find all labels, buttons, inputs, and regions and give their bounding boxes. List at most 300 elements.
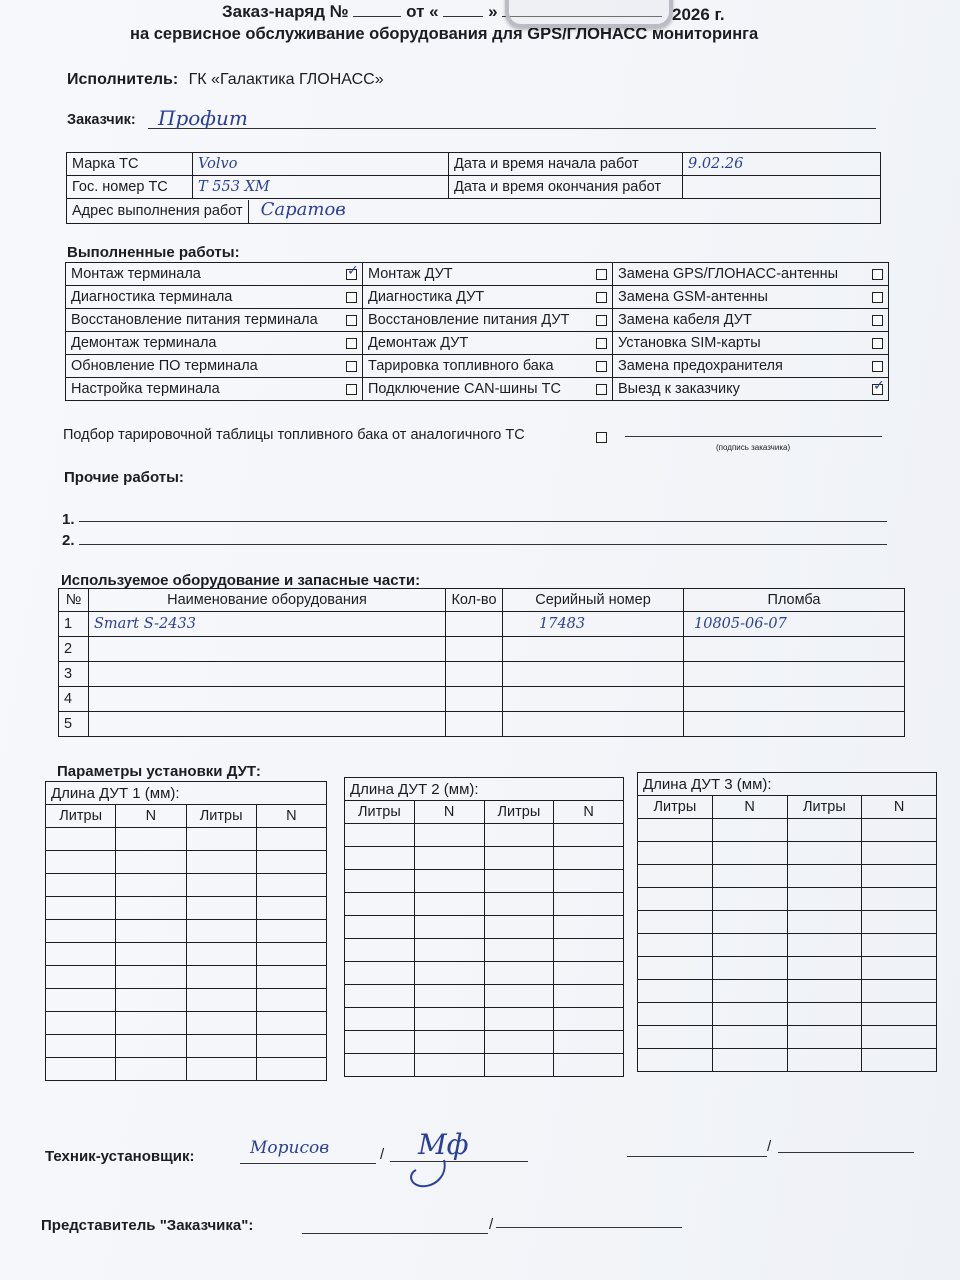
equipment-cell[interactable]: Smart S-2433: [89, 612, 446, 637]
dut-cell[interactable]: [787, 819, 862, 842]
customer-label: Заказчик:: [67, 112, 136, 128]
dut-cell[interactable]: [554, 1031, 624, 1054]
brand-value[interactable]: Volvo: [193, 153, 449, 176]
dut-cell[interactable]: [638, 819, 713, 842]
dut-cell[interactable]: [787, 865, 862, 888]
dut-cell[interactable]: [862, 842, 937, 865]
equipment-cell[interactable]: [446, 612, 503, 637]
dut-cell[interactable]: [862, 819, 937, 842]
equipment-cell[interactable]: [446, 687, 503, 712]
dut-col-header-row: [345, 801, 624, 824]
work-label: Диагностика ДУТ: [363, 286, 591, 309]
dut-cell[interactable]: [638, 980, 713, 1003]
dut-cell[interactable]: [484, 1031, 554, 1054]
equipment-cell[interactable]: [503, 662, 684, 687]
works-row: [66, 378, 889, 401]
equipment-cell[interactable]: [89, 712, 446, 737]
dut-row: [638, 980, 937, 1003]
dut-row: [638, 842, 937, 865]
equipment-cell[interactable]: [684, 712, 905, 737]
dut-cell[interactable]: [116, 920, 186, 943]
dut-cell[interactable]: [46, 828, 116, 851]
dut-cell[interactable]: [116, 828, 186, 851]
vehicle-table: [66, 152, 881, 224]
work-checkbox-cell[interactable]: [591, 332, 613, 355]
dut-cell[interactable]: [116, 943, 186, 966]
dut-row: [46, 943, 327, 966]
equipment-row: [59, 637, 905, 662]
dut-cell[interactable]: [256, 989, 326, 1012]
work-checkbox-cell[interactable]: [339, 378, 363, 401]
work-checkbox[interactable]: [872, 269, 883, 280]
dut-col-header: Литры: [186, 805, 256, 828]
dut-cell[interactable]: [46, 920, 116, 943]
dut-cell[interactable]: [414, 916, 484, 939]
work-checkbox-cell[interactable]: [591, 378, 613, 401]
dut-row: [638, 934, 937, 957]
equipment-cell: 1: [59, 612, 89, 637]
dut-cell[interactable]: [787, 911, 862, 934]
dut-cell[interactable]: [712, 911, 787, 934]
work-checkbox[interactable]: [872, 315, 883, 326]
order-title: Заказ-наряд № от « »: [222, 2, 662, 22]
work-checkbox[interactable]: [872, 292, 883, 303]
dut-cell[interactable]: [638, 888, 713, 911]
equipment-cell[interactable]: [446, 712, 503, 737]
work-checkbox-cell[interactable]: [339, 355, 363, 378]
work-label: Восстановление питания ДУТ: [363, 309, 591, 332]
dut-cell[interactable]: [787, 1003, 862, 1026]
dut-cell[interactable]: [116, 851, 186, 874]
dut-cell[interactable]: [484, 1008, 554, 1031]
equipment-header-cell: Пломба: [684, 589, 905, 612]
dut-cell[interactable]: [787, 842, 862, 865]
dut-cell[interactable]: [638, 1026, 713, 1049]
equipment-row: [59, 662, 905, 687]
dut-cell[interactable]: [345, 870, 415, 893]
dut-row: [638, 888, 937, 911]
work-checkbox[interactable]: [872, 338, 883, 349]
dut-cell[interactable]: [712, 842, 787, 865]
work-checkbox-cell[interactable]: [339, 332, 363, 355]
dut-cell[interactable]: [787, 1026, 862, 1049]
customer-rep-slash: /: [489, 1216, 494, 1233]
equipment-row: [59, 712, 905, 737]
dut-cell[interactable]: [554, 870, 624, 893]
dut-row: [46, 966, 327, 989]
dut-cell[interactable]: [414, 1008, 484, 1031]
dut-cell[interactable]: [554, 939, 624, 962]
signature-stroke-icon: [404, 1156, 454, 1192]
dut-cell[interactable]: [712, 888, 787, 911]
dut-length-label[interactable]: Длина ДУТ 2 (мм):: [345, 778, 624, 801]
equipment-cell[interactable]: [503, 687, 684, 712]
dut-cell[interactable]: [638, 842, 713, 865]
dut-cell[interactable]: [256, 874, 326, 897]
dut-cell[interactable]: [554, 1008, 624, 1031]
dut-cell[interactable]: [712, 1026, 787, 1049]
customer-rep-label: Представитель "Заказчика":: [41, 1217, 254, 1234]
work-checkbox[interactable]: [596, 384, 607, 395]
dut-length-label[interactable]: Длина ДУТ 1 (мм):: [46, 782, 327, 805]
dut-col-header: Литры: [345, 801, 415, 824]
dut-cell[interactable]: [46, 1058, 116, 1081]
dut-row: [46, 874, 327, 897]
dut-cell[interactable]: [256, 828, 326, 851]
dut-cell[interactable]: [46, 874, 116, 897]
dut-cell[interactable]: [186, 897, 256, 920]
dut-cell[interactable]: [186, 920, 256, 943]
work-checkbox[interactable]: [596, 361, 607, 372]
work-checkbox[interactable]: [346, 361, 357, 372]
works-title: Выполненные работы:: [67, 244, 240, 261]
dut-cell[interactable]: [554, 985, 624, 1008]
dut-cell[interactable]: [484, 824, 554, 847]
dut-cell[interactable]: [116, 1012, 186, 1035]
other-work-2-num: 2.: [62, 532, 75, 549]
technician-label: Техник-установщик:: [45, 1148, 195, 1165]
end-label: Дата и время окончания работ: [449, 176, 683, 199]
dut-cell[interactable]: [712, 957, 787, 980]
equipment-cell[interactable]: 17483: [503, 612, 684, 637]
work-label: Выезд к заказчику: [613, 378, 865, 401]
work-label: Монтаж ДУТ: [363, 263, 591, 286]
dut-cell[interactable]: [256, 920, 326, 943]
work-checkbox-cell[interactable]: [591, 286, 613, 309]
dut-cell[interactable]: [484, 985, 554, 1008]
dut-cell[interactable]: [345, 916, 415, 939]
technician-signature[interactable]: Мф: [418, 1128, 469, 1161]
dut-cell[interactable]: [712, 934, 787, 957]
executor-label: Исполнитель:: [67, 71, 179, 88]
dut-cell[interactable]: [554, 847, 624, 870]
dut-cell[interactable]: [414, 962, 484, 985]
dut-row: [46, 897, 327, 920]
dut-title-row: [638, 773, 937, 796]
other-work-1-num: 1.: [62, 511, 75, 528]
dut-cell[interactable]: [46, 851, 116, 874]
start-label: Дата и время начала работ: [449, 153, 683, 176]
work-checkbox[interactable]: [872, 384, 883, 395]
dut-cell[interactable]: [484, 847, 554, 870]
dut-col-header: Литры: [787, 796, 862, 819]
works-row: [66, 355, 889, 378]
work-checkbox-cell[interactable]: [339, 309, 363, 332]
dut-cell[interactable]: [186, 874, 256, 897]
end-value[interactable]: [683, 176, 881, 199]
dut-row: [638, 865, 937, 888]
dut-row: [345, 1054, 624, 1077]
dut-cell[interactable]: [414, 893, 484, 916]
equipment-cell[interactable]: [503, 637, 684, 662]
technician-name-line: [240, 1163, 376, 1164]
work-checkbox[interactable]: [346, 269, 357, 280]
work-checkbox-cell[interactable]: [865, 309, 889, 332]
dut-col-header: N: [414, 801, 484, 824]
equipment-cell[interactable]: [684, 687, 905, 712]
customer-sign-line: [625, 436, 882, 437]
dut-cell[interactable]: [46, 943, 116, 966]
dut-cell[interactable]: [256, 897, 326, 920]
dut-cell[interactable]: [116, 966, 186, 989]
dut-cell[interactable]: [116, 897, 186, 920]
dut-cell[interactable]: [484, 916, 554, 939]
work-label: Тарировка топливного бака: [363, 355, 591, 378]
dut-cell[interactable]: [186, 966, 256, 989]
equipment-header-cell: Наименование оборудования: [89, 589, 446, 612]
dut-title: Параметры установки ДУТ:: [57, 763, 261, 780]
works-row: [66, 263, 889, 286]
executor-value: ГК «Галактика ГЛОНАСС»: [188, 71, 384, 88]
works-table: [65, 262, 889, 401]
dut-row: [345, 870, 624, 893]
technician-name[interactable]: Морисов: [250, 1138, 330, 1158]
dut-cell[interactable]: [116, 874, 186, 897]
dut-row: [345, 1031, 624, 1054]
dut-row: [638, 1003, 937, 1026]
dut-cell[interactable]: [256, 1012, 326, 1035]
dut-cell[interactable]: [638, 934, 713, 957]
work-checkbox-cell[interactable]: [591, 263, 613, 286]
start-value[interactable]: 9.02.26: [683, 153, 881, 176]
dut-cell[interactable]: [345, 824, 415, 847]
dut-cell[interactable]: [256, 851, 326, 874]
dut-cell[interactable]: [484, 893, 554, 916]
dut-cell[interactable]: [345, 962, 415, 985]
dut-cell[interactable]: [414, 824, 484, 847]
dut-cell[interactable]: [345, 1008, 415, 1031]
dut-cell[interactable]: [554, 916, 624, 939]
work-checkbox-cell[interactable]: [865, 263, 889, 286]
equipment-cell[interactable]: [89, 637, 446, 662]
brand-label: Марка ТС: [67, 153, 193, 176]
work-label: Диагностика терминала: [66, 286, 339, 309]
other-work-2-line[interactable]: [79, 544, 887, 545]
work-checkbox-cell[interactable]: [339, 286, 363, 309]
work-checkbox[interactable]: [596, 338, 607, 349]
dut-row: [345, 985, 624, 1008]
equipment-row: [59, 687, 905, 712]
work-checkbox-cell[interactable]: [865, 286, 889, 309]
customer-value[interactable]: Профит: [158, 106, 248, 130]
second-name-line: [627, 1156, 767, 1157]
equipment-cell[interactable]: [446, 662, 503, 687]
dut-row: [46, 1012, 327, 1035]
dut-col-header: Литры: [638, 796, 713, 819]
work-label: Замена GSM-антенны: [613, 286, 865, 309]
dut-col-header: N: [712, 796, 787, 819]
work-label: Замена кабеля ДУТ: [613, 309, 865, 332]
dut-cell[interactable]: [638, 1049, 713, 1072]
dut-cell[interactable]: [345, 1054, 415, 1077]
dut-cell[interactable]: [787, 934, 862, 957]
equipment-cell[interactable]: [684, 637, 905, 662]
equipment-row: [59, 612, 905, 637]
dut-cell[interactable]: [345, 939, 415, 962]
dut-cell[interactable]: [862, 957, 937, 980]
dut-cell[interactable]: [186, 1012, 256, 1035]
equipment-cell[interactable]: [89, 662, 446, 687]
dut-cell[interactable]: [186, 851, 256, 874]
second-slash: /: [767, 1138, 772, 1155]
dut-row: [345, 847, 624, 870]
dut-cell[interactable]: [414, 847, 484, 870]
dut-cell[interactable]: [186, 1058, 256, 1081]
plate-value[interactable]: Т 553 ХМ: [193, 176, 449, 199]
work-checkbox-cell[interactable]: [865, 332, 889, 355]
dut-cell[interactable]: [862, 865, 937, 888]
equipment-cell[interactable]: 10805-06-07: [684, 612, 905, 637]
equipment-cell[interactable]: [446, 637, 503, 662]
work-checkbox-cell[interactable]: [865, 355, 889, 378]
dut-cell[interactable]: [46, 1012, 116, 1035]
dut-cell[interactable]: [862, 1026, 937, 1049]
dut-cell[interactable]: [46, 966, 116, 989]
dut-cell[interactable]: [345, 847, 415, 870]
dut-cell[interactable]: [862, 888, 937, 911]
dut-row: [345, 962, 624, 985]
work-label: Установка SIM-карты: [613, 332, 865, 355]
dut-cell[interactable]: [787, 888, 862, 911]
dut-cell[interactable]: [345, 985, 415, 1008]
dut-cell[interactable]: [712, 980, 787, 1003]
dut-cell[interactable]: [554, 1054, 624, 1077]
dut-cell[interactable]: [186, 989, 256, 1012]
dut-cell[interactable]: [46, 989, 116, 1012]
dut-cell[interactable]: [186, 828, 256, 851]
work-checkbox[interactable]: [346, 384, 357, 395]
dut-cell[interactable]: [414, 1031, 484, 1054]
work-checkbox-cell[interactable]: [865, 378, 889, 401]
dut-cell[interactable]: [345, 893, 415, 916]
dut-col-header: Литры: [484, 801, 554, 824]
dut-cell[interactable]: [787, 1049, 862, 1072]
dut-col-header: Литры: [46, 805, 116, 828]
dut-cell[interactable]: [712, 819, 787, 842]
dut-length-label[interactable]: Длина ДУТ 3 (мм):: [638, 773, 937, 796]
dut-table-1: [45, 781, 327, 1081]
equipment-header-row: [59, 589, 905, 612]
dut-cell[interactable]: [186, 1035, 256, 1058]
dut-cell[interactable]: [116, 1058, 186, 1081]
equipment-header-cell: Кол-во: [446, 589, 503, 612]
dut-cell[interactable]: [414, 939, 484, 962]
tarirovka-checkbox[interactable]: [596, 432, 607, 443]
dut-col-header: N: [256, 805, 326, 828]
dut-row: [46, 851, 327, 874]
dut-cell[interactable]: [787, 957, 862, 980]
dut-title-row: [345, 778, 624, 801]
dut-cell[interactable]: [414, 985, 484, 1008]
dut-cell[interactable]: [46, 897, 116, 920]
dut-cell[interactable]: [638, 911, 713, 934]
dut-row: [638, 1026, 937, 1049]
dut-cell[interactable]: [484, 939, 554, 962]
work-checkbox[interactable]: [596, 315, 607, 326]
dut-cell[interactable]: [414, 1054, 484, 1077]
work-checkbox[interactable]: [596, 292, 607, 303]
dut-row: [638, 819, 937, 842]
equipment-table: [58, 588, 905, 737]
work-checkbox-cell[interactable]: [591, 309, 613, 332]
dut-col-header: N: [554, 801, 624, 824]
dut-cell[interactable]: [787, 980, 862, 1003]
tarirovka-label: Подбор тарировочной таблицы топливного бака от аналогичного ТС: [63, 427, 525, 443]
dut-cell[interactable]: [862, 1049, 937, 1072]
dut-cell[interactable]: [116, 1035, 186, 1058]
work-label: Демонтаж ДУТ: [363, 332, 591, 355]
work-label: Замена GPS/ГЛОНАСС-антенны: [613, 263, 865, 286]
dut-row: [638, 1049, 937, 1072]
dut-cell[interactable]: [638, 957, 713, 980]
dut-cell[interactable]: [256, 966, 326, 989]
work-checkbox[interactable]: [872, 361, 883, 372]
dut-cell[interactable]: [256, 1058, 326, 1081]
dut-cell[interactable]: [484, 870, 554, 893]
work-checkbox[interactable]: [346, 315, 357, 326]
dut-cell[interactable]: [256, 1035, 326, 1058]
equipment-cell[interactable]: [503, 712, 684, 737]
work-checkbox-cell[interactable]: [339, 263, 363, 286]
work-checkbox[interactable]: [596, 269, 607, 280]
dut-cell[interactable]: [862, 934, 937, 957]
dut-row: [46, 1035, 327, 1058]
equipment-cell: 2: [59, 637, 89, 662]
other-work-1-line[interactable]: [79, 521, 887, 522]
equipment-title: Используемое оборудование и запасные части:: [61, 572, 421, 589]
address-value[interactable]: Саратов: [260, 199, 346, 220]
equipment-cell[interactable]: [684, 662, 905, 687]
dut-cell[interactable]: [345, 1031, 415, 1054]
dut-cell[interactable]: [554, 962, 624, 985]
dut-cell[interactable]: [554, 893, 624, 916]
dut-cell[interactable]: [484, 962, 554, 985]
dut-row: [345, 939, 624, 962]
dut-row: [345, 893, 624, 916]
dut-cell[interactable]: [712, 865, 787, 888]
dut-cell[interactable]: [862, 1003, 937, 1026]
work-checkbox[interactable]: [346, 338, 357, 349]
equipment-cell[interactable]: [89, 687, 446, 712]
dut-cell[interactable]: [862, 911, 937, 934]
dut-col-header-row: [638, 796, 937, 819]
dut-title-row: [46, 782, 327, 805]
work-label: Обновление ПО терминала: [66, 355, 339, 378]
dut-row: [638, 957, 937, 980]
dut-cell[interactable]: [186, 943, 256, 966]
dut-cell[interactable]: [554, 824, 624, 847]
dut-row: [46, 989, 327, 1012]
dut-cell[interactable]: [638, 1003, 713, 1026]
dut-cell[interactable]: [414, 870, 484, 893]
dut-col-header: N: [116, 805, 186, 828]
dut-cell[interactable]: [712, 1049, 787, 1072]
customer-sign-caption: (подпись заказчика): [716, 443, 791, 452]
dut-cell[interactable]: [116, 989, 186, 1012]
dut-cell[interactable]: [712, 1003, 787, 1026]
dut-row: [46, 920, 327, 943]
work-checkbox-cell[interactable]: [591, 355, 613, 378]
dut-cell[interactable]: [638, 865, 713, 888]
dut-col-header-row: [46, 805, 327, 828]
dut-cell[interactable]: [484, 1054, 554, 1077]
work-checkbox[interactable]: [346, 292, 357, 303]
equipment-header-cell: №: [59, 589, 89, 612]
work-label: Восстановление питания терминала: [66, 309, 339, 332]
dut-cell[interactable]: [862, 980, 937, 1003]
dut-cell[interactable]: [256, 943, 326, 966]
dut-cell[interactable]: [46, 1035, 116, 1058]
